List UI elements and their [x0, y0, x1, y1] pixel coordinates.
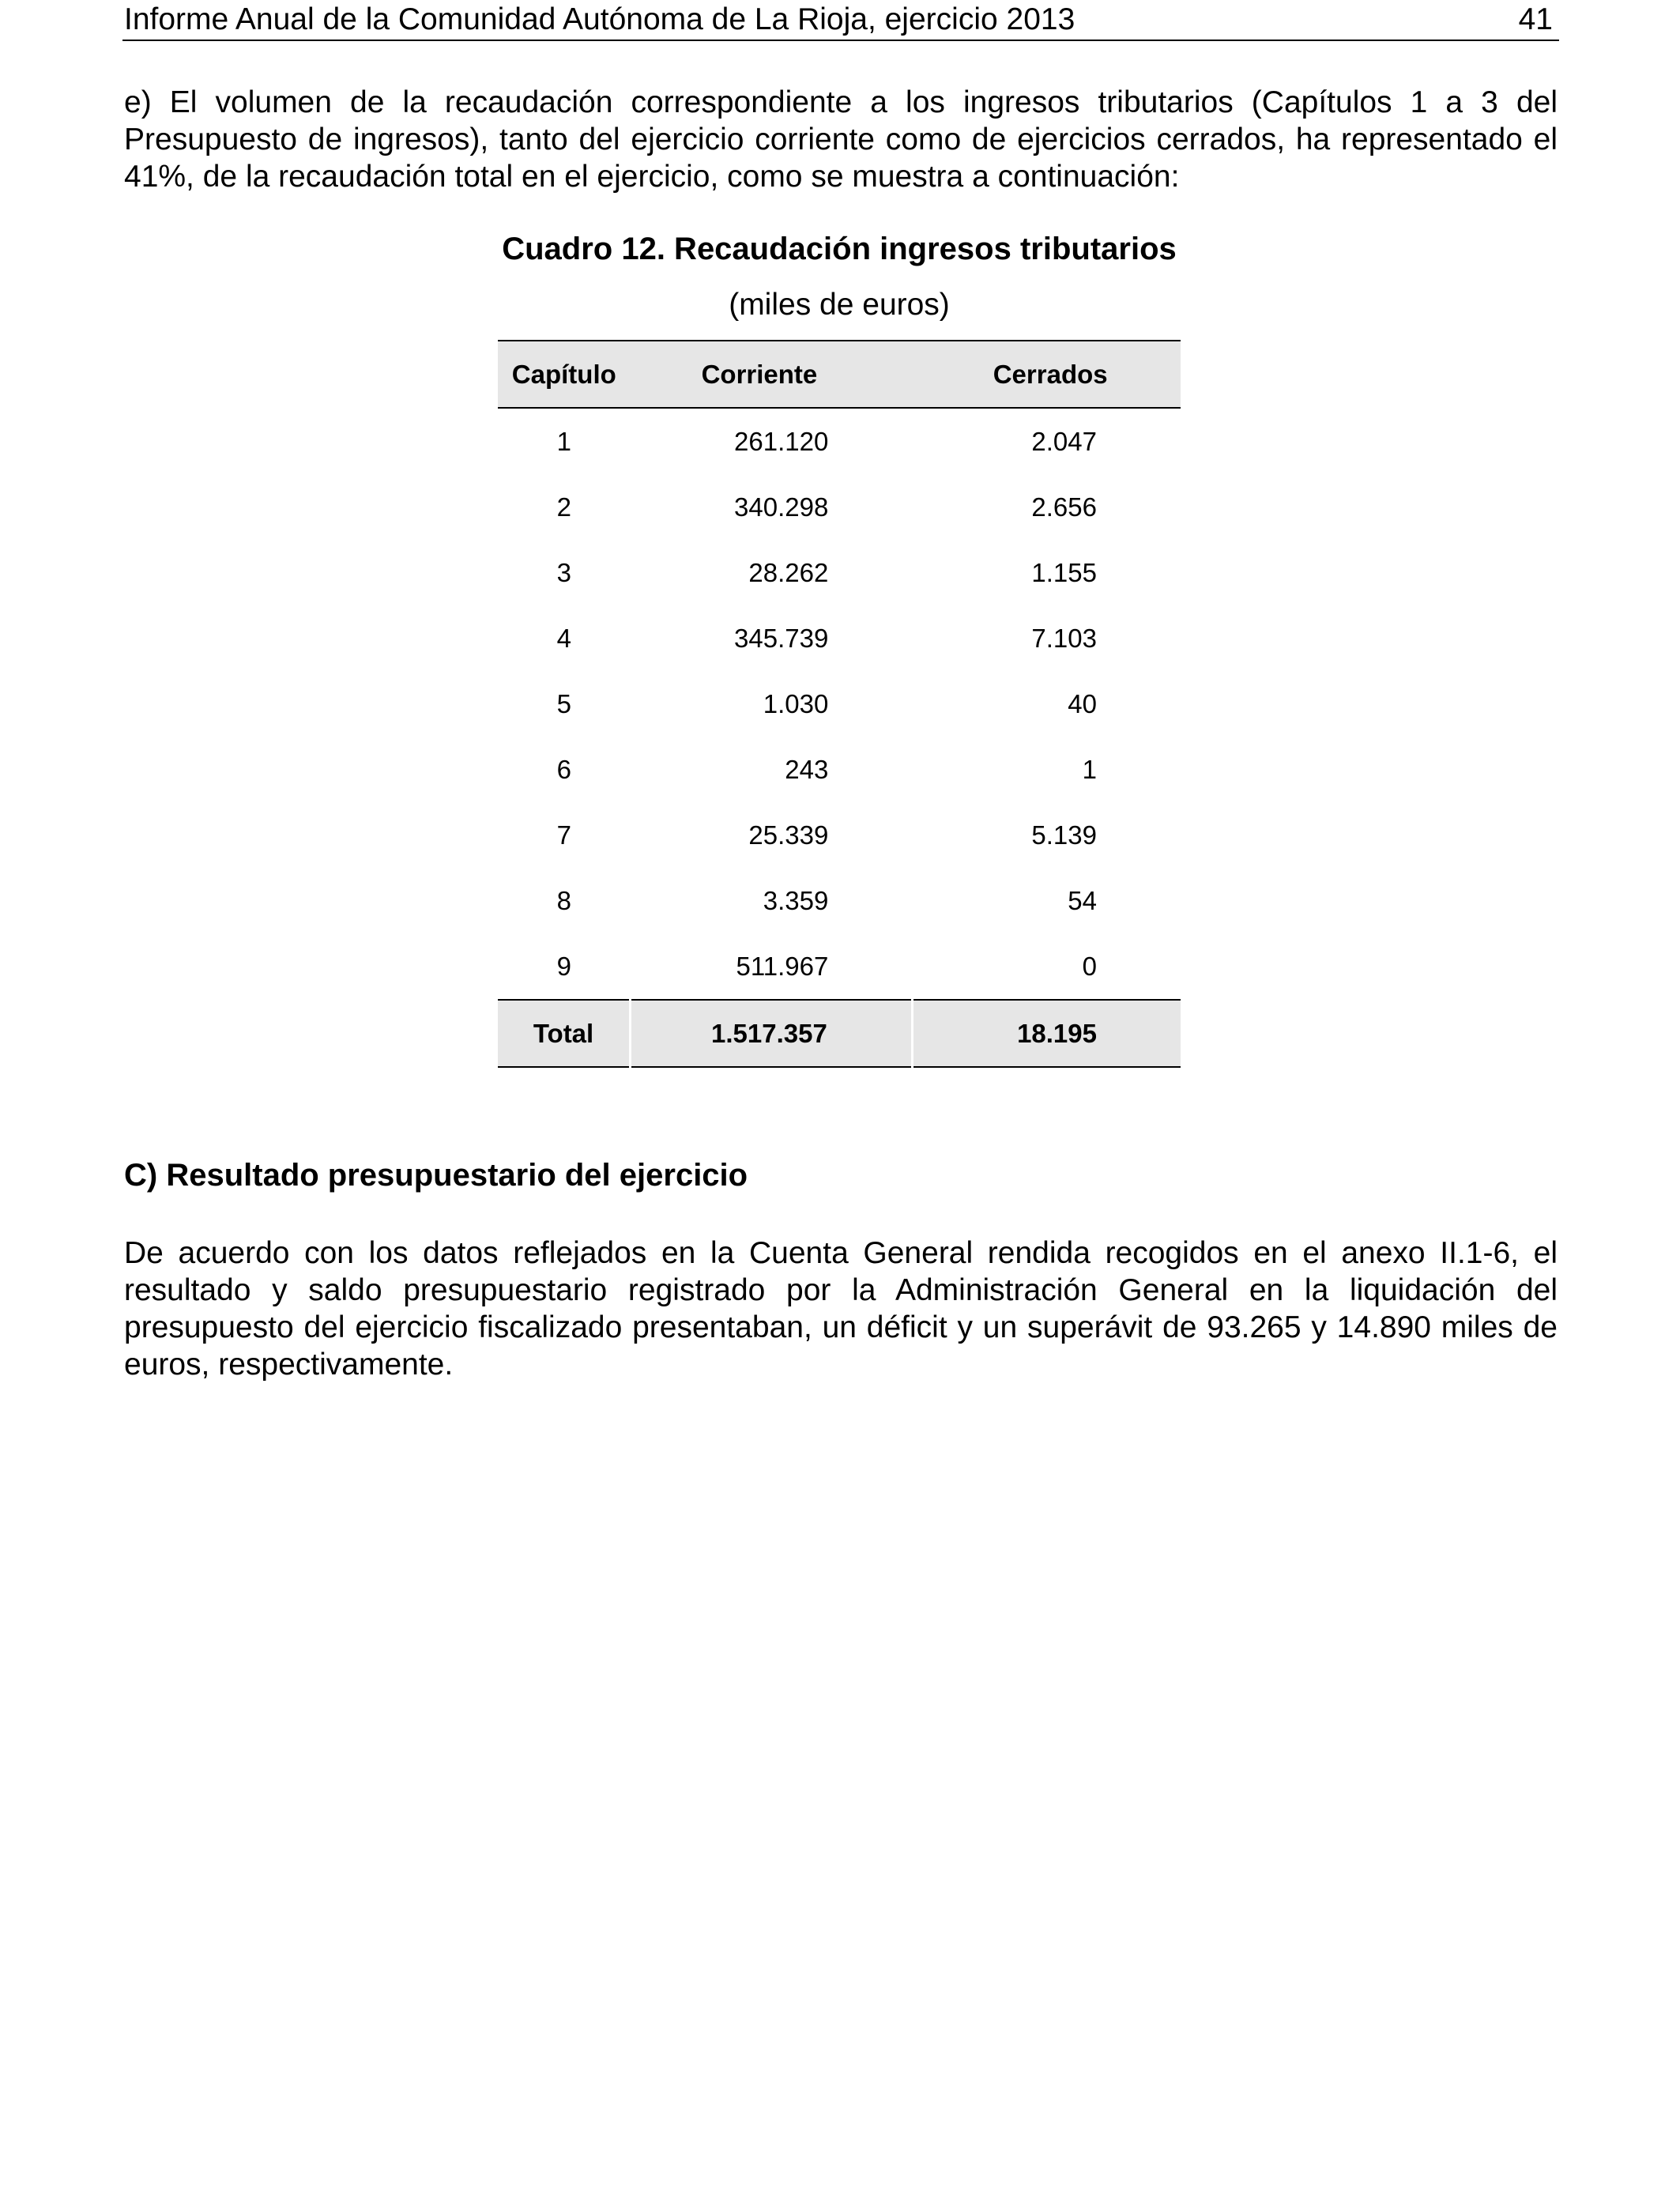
total-cerrados: 18.195 — [912, 1000, 1181, 1067]
cell-cerrados: 0 — [1082, 951, 1097, 981]
intro-paragraph: e) El volumen de la recaudación correspondiente a los ingresos tributarios (Capítulos 1 a 3 del Presupuesto de ingresos), tanto del ejercicio corriente como de ejercicios cerrados, ha representado el 41%, de la recaudación total en el ejercicio, como se muestra a continuación: — [124, 85, 1558, 194]
report-title: Informe Anual de la Comunidad Autónoma de La Rioja, ejercicio 2013 — [124, 2, 1075, 36]
cell-capitulo: 4 — [556, 623, 571, 653]
table-header-row — [498, 341, 1181, 408]
cell-cerrados: 1 — [1082, 754, 1097, 784]
table-title: Cuadro 12. Recaudación ingresos tributarios — [502, 232, 1177, 266]
section-heading: C) Resultado presupuestario del ejercicio — [124, 1158, 748, 1193]
cell-capitulo: 1 — [556, 426, 571, 456]
cell-cerrados: 2.047 — [1031, 426, 1097, 456]
cell-capitulo: 2 — [556, 492, 571, 522]
cell-corriente: 3.359 — [763, 885, 829, 915]
cell-corriente: 511.967 — [736, 951, 829, 981]
cell-cerrados: 2.656 — [1031, 492, 1097, 522]
page-header — [122, 0, 1559, 41]
cell-corriente: 261.120 — [734, 426, 829, 456]
tax-collection-table — [498, 340, 1181, 1068]
cell-cerrados: 40 — [1068, 688, 1097, 718]
column-header-corriente: Corriente — [631, 341, 913, 408]
cell-capitulo: 9 — [556, 951, 571, 981]
cell-capitulo: 6 — [556, 754, 571, 784]
table-row — [498, 802, 1181, 868]
cell-cerrados: 7.103 — [1031, 623, 1097, 653]
table-row — [498, 933, 1181, 1000]
section-paragraph: De acuerdo con los datos reflejados en la Cuenta General rendida recogidos en el anexo II.1-6, el resultado y saldo presupuestario registrado por la Administración General en la liquidación del presupuesto del ejercicio fiscalizado presentaban, un déficit y un superávit de 93.265 y 14.890 miles de euros, respectivamente. — [124, 1236, 1558, 1382]
total-label: Total — [498, 1000, 631, 1067]
table-row — [498, 671, 1181, 737]
cell-cerrados: 1.155 — [1031, 557, 1097, 587]
cell-corriente: 345.739 — [734, 623, 829, 653]
total-corriente: 1.517.357 — [631, 1000, 913, 1067]
table-row — [498, 868, 1181, 933]
table-row — [498, 605, 1181, 671]
table-row — [498, 540, 1181, 605]
cell-corriente: 1.030 — [763, 688, 829, 718]
table-row — [498, 408, 1181, 474]
cell-corriente: 243 — [785, 754, 829, 784]
cell-cerrados: 5.139 — [1031, 820, 1097, 850]
table-row — [498, 474, 1181, 540]
table-total-row — [498, 1000, 1181, 1067]
page-number: 41 — [1518, 2, 1553, 36]
cell-corriente: 28.262 — [748, 557, 829, 587]
cell-capitulo: 3 — [556, 557, 571, 587]
table-row — [498, 737, 1181, 802]
table-subtitle: (miles de euros) — [729, 288, 950, 322]
cell-cerrados: 54 — [1068, 885, 1097, 915]
cell-capitulo: 5 — [556, 688, 571, 718]
cell-corriente: 340.298 — [734, 492, 829, 522]
cell-capitulo: 8 — [556, 885, 571, 915]
cell-corriente: 25.339 — [748, 820, 829, 850]
column-header-cerrados: Cerrados — [912, 341, 1181, 408]
cell-capitulo: 7 — [556, 820, 571, 850]
column-header-capitulo: Capítulo — [498, 341, 631, 408]
